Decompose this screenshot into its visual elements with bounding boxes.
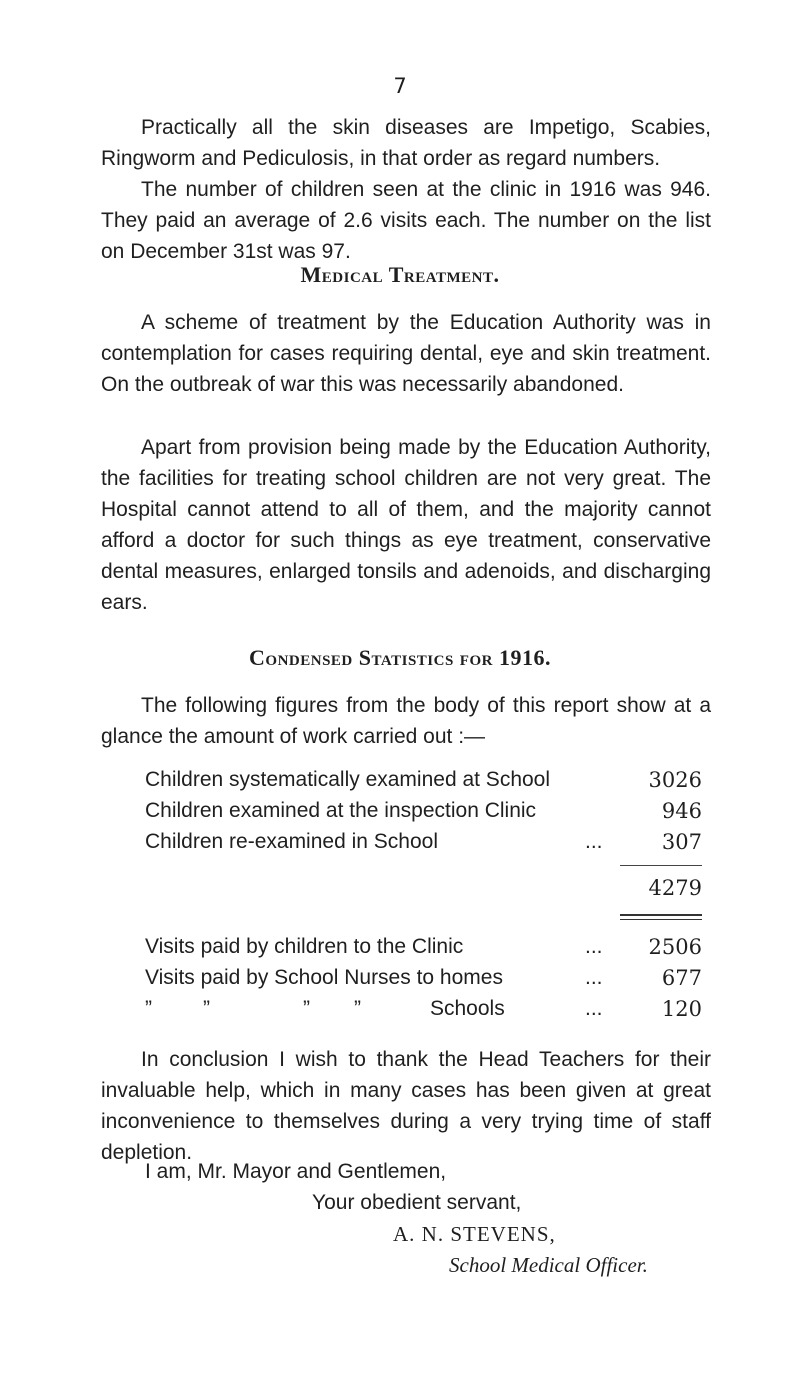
table-row bbox=[145, 830, 710, 861]
closing: Your obedient servant, bbox=[312, 1191, 522, 1214]
skin-diseases-paragraph: Practically all the skin diseases are Impetigo, Scabies, Ringworm and Pediculosis, in that order as regard numbers. bbox=[101, 116, 711, 170]
leader-dots: ... bbox=[585, 966, 603, 989]
row-value: 120 bbox=[661, 997, 702, 1021]
page-number: 7 bbox=[393, 74, 407, 98]
ditto-mark: ” bbox=[145, 997, 152, 1020]
treatment-scheme-paragraph: A scheme of treatment by the Education Authority was in contemplation for cases requiring dental, eye and skin treatment. On the outbreak of war this was necessarily abandoned. bbox=[101, 311, 711, 396]
row-label: Visits paid by School Nurses to homes bbox=[145, 966, 503, 989]
table-row bbox=[145, 997, 710, 1028]
table-row bbox=[145, 768, 710, 799]
condensed-statistics-heading: Condensed Statistics for 1916. bbox=[249, 645, 551, 670]
row-label: Visits paid by children to the Clinic bbox=[145, 935, 464, 958]
total-value: 4279 bbox=[648, 876, 702, 900]
row-value: 677 bbox=[661, 966, 702, 990]
salutation: I am, Mr. Mayor and Gentlemen, bbox=[145, 1160, 447, 1183]
row-label: Children systematically examined at School bbox=[145, 768, 551, 791]
table-row bbox=[145, 935, 710, 966]
table-row bbox=[145, 966, 710, 997]
leader-dots: ... bbox=[585, 997, 603, 1020]
signatory-name: A. N. STEVENS, bbox=[393, 1222, 556, 1246]
total-row bbox=[145, 876, 710, 907]
row-value: 946 bbox=[661, 799, 702, 823]
row-label: Schools bbox=[430, 997, 505, 1020]
statistics-intro-paragraph: The following figures from the body of this report show at a glance the amount of work carried out :— bbox=[101, 694, 711, 748]
leader-dots: ... bbox=[585, 830, 603, 853]
signatory-title: School Medical Officer. bbox=[449, 1253, 648, 1277]
row-value: 307 bbox=[661, 830, 702, 854]
row-label: Children examined at the inspection Clinic bbox=[145, 799, 537, 822]
conclusion-paragraph: In conclusion I wish to thank the Head Teachers for their invaluable help, which in many cases has been given at great inconvenience to themselves during a very trying time of staff depletion. bbox=[101, 1048, 711, 1164]
total-double-rule bbox=[620, 914, 702, 920]
clinic-paragraph: The number of children seen at the clinic in 1916 was 946. They paid an average of 2.6 visits each. The number on the list on December 31st was 97. bbox=[101, 178, 711, 263]
ditto-mark: ” bbox=[303, 997, 310, 1020]
ditto-mark: ” bbox=[354, 997, 361, 1020]
subtotal-rule bbox=[620, 865, 702, 866]
row-label: Children re-examined in School bbox=[145, 830, 438, 853]
medical-treatment-heading: Medical Treatment. bbox=[300, 262, 500, 287]
ditto-mark: ” bbox=[203, 997, 210, 1020]
leader-dots: ... bbox=[585, 935, 603, 958]
table-row bbox=[145, 799, 710, 830]
facilities-paragraph: Apart from provision being made by the Education Authority, the facilities for treating school children are not very great. The Hospital cannot attend to all of them, and the majority cannot afford a doctor for such things as eye treatment, conservative dental measures, enlarged tonsils and adenoids, and discharging ears. bbox=[101, 436, 711, 614]
row-value: 3026 bbox=[648, 768, 702, 792]
row-value: 2506 bbox=[648, 935, 702, 959]
